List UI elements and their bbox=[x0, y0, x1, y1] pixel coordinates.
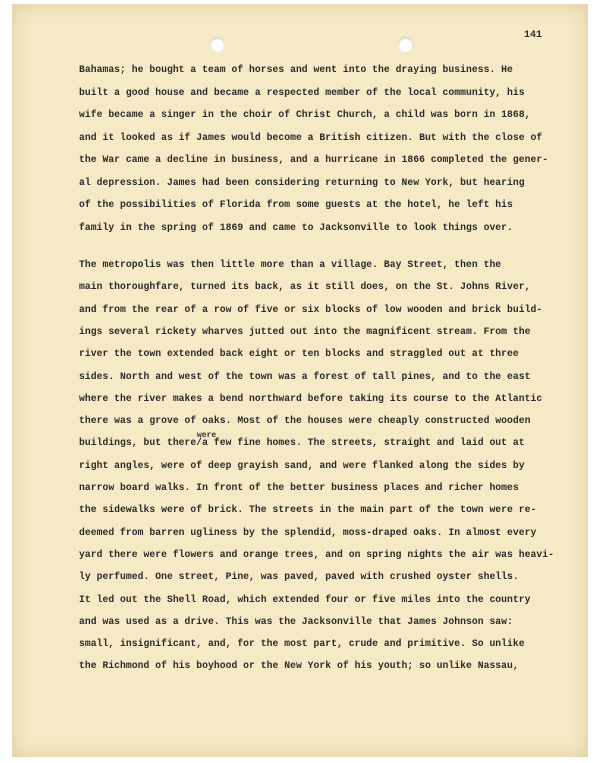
text-line: sides. North and west of the town was a forest of tall pines, and to the east bbox=[79, 370, 531, 382]
text-line: right angles, were of deep grayish sand, and were flanked along the sides by bbox=[79, 459, 525, 471]
text-line: small, insignificant, and, for the most part, crude and primitive. So unlike bbox=[79, 638, 525, 650]
text-line: ings several rickety wharves jutted out into the magnificent stream. From the bbox=[79, 325, 531, 337]
text-line: the War came a decline in business, and a hurricane in 1866 completed the gener- bbox=[79, 154, 549, 165]
text-line: ly perfumed. One street, Pine, was paved, paved with crushed oyster shells. bbox=[79, 571, 519, 583]
text-line: Bahamas; he bought a team of horses and went into the draying business. He bbox=[79, 64, 513, 75]
text-line: wife became a singer in the choir of Christ Church, a child was born in 1868, bbox=[79, 109, 531, 120]
text-line: family in the spring of 1869 and came to Jacksonville to look things over. bbox=[79, 221, 513, 233]
text-line: and it looked as if James would become a British citizen. But with the close of bbox=[79, 131, 543, 143]
text-line: built a good house and became a respected member of the local community, his bbox=[79, 86, 525, 98]
text-line: where the river makes a bend northward before taking its course to the Atlantic bbox=[79, 392, 543, 404]
text-line: main thoroughfare, turned its back, as it still does, on the St. Johns River, bbox=[79, 281, 531, 293]
handwritten-insert: were bbox=[197, 431, 217, 440]
text-line: the sidewalks were of brick. The streets in the main part of the town were re- bbox=[79, 504, 537, 516]
text-line: The metropolis was then little more than a village. Bay Street, then the bbox=[79, 259, 502, 270]
text-line: buildings, but there/a few fine homes. The streets, straight and laid out at bbox=[79, 437, 525, 449]
text-line: al depression. James had been considering returning to New York, but hearing bbox=[79, 176, 525, 188]
punch-hole-left bbox=[210, 37, 225, 52]
text-line: river the town extended back eight or ten blocks and straggled out at three bbox=[79, 348, 519, 360]
text-line: and from the rear of a row of five or six blocks of low wooden and brick build- bbox=[79, 303, 543, 315]
text-line: It led out the Shell Road, which extended four or five miles into the country bbox=[79, 593, 531, 605]
page-number: 141 bbox=[524, 30, 543, 41]
text-line: there was a grove of oaks. Most of the houses were cheaply constructed wooden bbox=[79, 415, 531, 427]
text-line: deemed from barren ugliness by the splendid, moss-draped oaks. In almost every bbox=[79, 526, 537, 538]
text-line: the Richmond of his boyhood or the New York of his youth; so unlike Nassau, bbox=[79, 660, 519, 672]
text-line: narrow board walks. In front of the better business places and richer homes bbox=[79, 482, 519, 493]
text-line: of the possibilities of Florida from some guests at the hotel, he left his bbox=[79, 199, 513, 210]
punch-hole-right bbox=[398, 37, 413, 52]
text-line: yard there were flowers and orange trees, and on spring nights the air was heavi- bbox=[79, 548, 554, 560]
text-line: and was used as a drive. This was the Jacksonville that James Johnson saw: bbox=[79, 615, 513, 627]
